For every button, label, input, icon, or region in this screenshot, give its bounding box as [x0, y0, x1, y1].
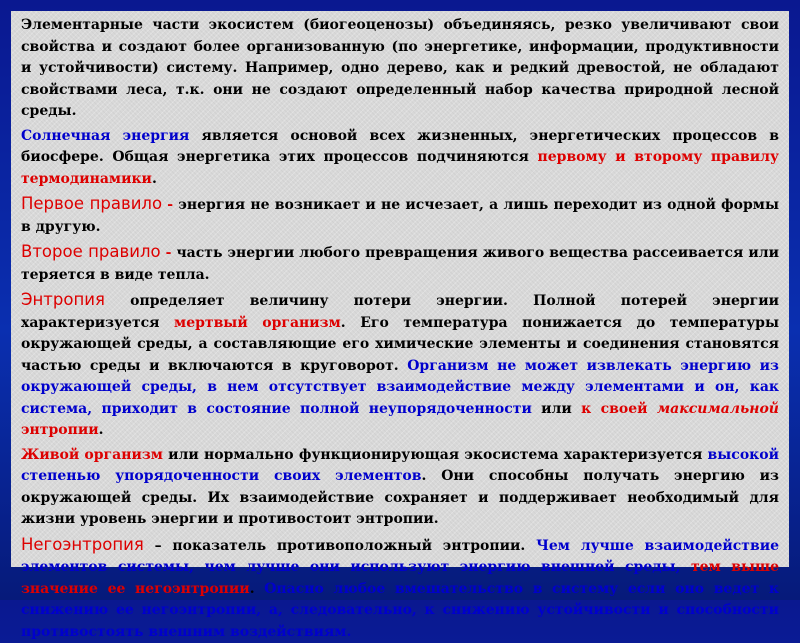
paragraph-living-organism — [21, 445, 779, 531]
negentropy-text-blue: Чем лучше взаимодействие элементов системы, чем лучше они используют энергию внешней среды, — [21, 538, 779, 576]
paragraph-entropy — [21, 289, 779, 442]
paragraph-solar-energy — [21, 126, 779, 191]
term-second-law: Второе правило — [21, 242, 161, 261]
entropy-text-end: . — [99, 422, 104, 438]
slide-text-panel — [11, 11, 789, 567]
first-law-dash: - — [162, 197, 178, 213]
term-solar-energy: Солнечная энергия — [21, 128, 189, 144]
entropy-text-maximal: максимальной — [657, 401, 779, 417]
entropy-text-entropy: энтропии — [21, 422, 99, 438]
entropy-text-to-its: к своей — [581, 401, 657, 417]
entropy-text-1: определяет величину потери энергии. Полной потерей энергии характеризуется — [21, 293, 779, 331]
term-thermodynamics-laws: первому и второму правилу термодинамики — [21, 149, 779, 187]
negentropy-text-red: тем выше значение ее негоэнтропии — [21, 559, 779, 597]
living-organism-text-1: или нормально функционирующая экосистема характеризуется — [163, 447, 708, 463]
term-living-organism: Живой организм — [21, 447, 163, 463]
solar-energy-text: является основой всех жизненных, энергетических процессов в биосфере. Общая энергетика этих процессов подчиняются — [21, 128, 779, 166]
living-organism-text-2: . Они способны получать энергию из окружающей среды. Их взаимодействие сохраняет и поддерживает необходимый для жизни уровень энергии и противостоит энтропии. — [21, 468, 779, 527]
term-first-law: Первое правило — [21, 194, 162, 213]
first-law-text: энергия не возникает и не исчезает, а лишь переходит из одной формы в другую. — [21, 197, 779, 235]
ecosystems-text: Элементарные части экосистем (биогеоценозы) объединяясь, резко увеличивают свои свойства и создают более организованную (по энергетике, информации, продуктивности и устойчивости) систему. Например, одно дерево, как и редкий древостой, не обладают свойствами леса, т.к. они не создают определенный набор качества природной лесной среды. — [21, 17, 779, 119]
negentropy-text-dot: . — [250, 581, 265, 597]
paragraph-negentropy — [21, 534, 779, 643]
negentropy-text-1: – показатель противоположный энтропии. — [144, 538, 536, 554]
living-organism-text-blue: высокой степенью упорядоченности своих элементов — [21, 447, 779, 485]
paragraph-ecosystems — [21, 15, 779, 123]
entropy-text-2: . Его температура понижается до температуры окружающей среды, а составляющие его химические элементы и соединения становятся частью среды и включаются в круговорот. — [21, 315, 779, 374]
entropy-text-or: или — [532, 401, 581, 417]
term-entropy: Энтропия — [21, 290, 105, 309]
term-negentropy: Негоэнтропия — [21, 535, 144, 554]
second-law-dash: - — [161, 245, 177, 261]
solar-energy-end: . — [152, 171, 157, 187]
term-dead-organism: мертвый организм — [174, 315, 341, 331]
paragraph-second-law — [21, 241, 779, 286]
entropy-text-blue: Организм не может извлекать энергию из окружающей среды, в нем отсутствует взаимодействие между элементами и он, как система, приходит в состояние полной неупорядоченности — [21, 358, 779, 417]
paragraph-first-law — [21, 193, 779, 238]
second-law-text: часть энергии любого превращения живого вещества рассеивается или теряется в виде тепла. — [21, 245, 779, 283]
negentropy-text-blue-2: Опасно любое вмешательство в систему если оно ведет к снижению ее негоэнтропии, а, следовательно, к снижению устойчивости и способности противостоять внешним воздействиям. — [21, 581, 779, 640]
